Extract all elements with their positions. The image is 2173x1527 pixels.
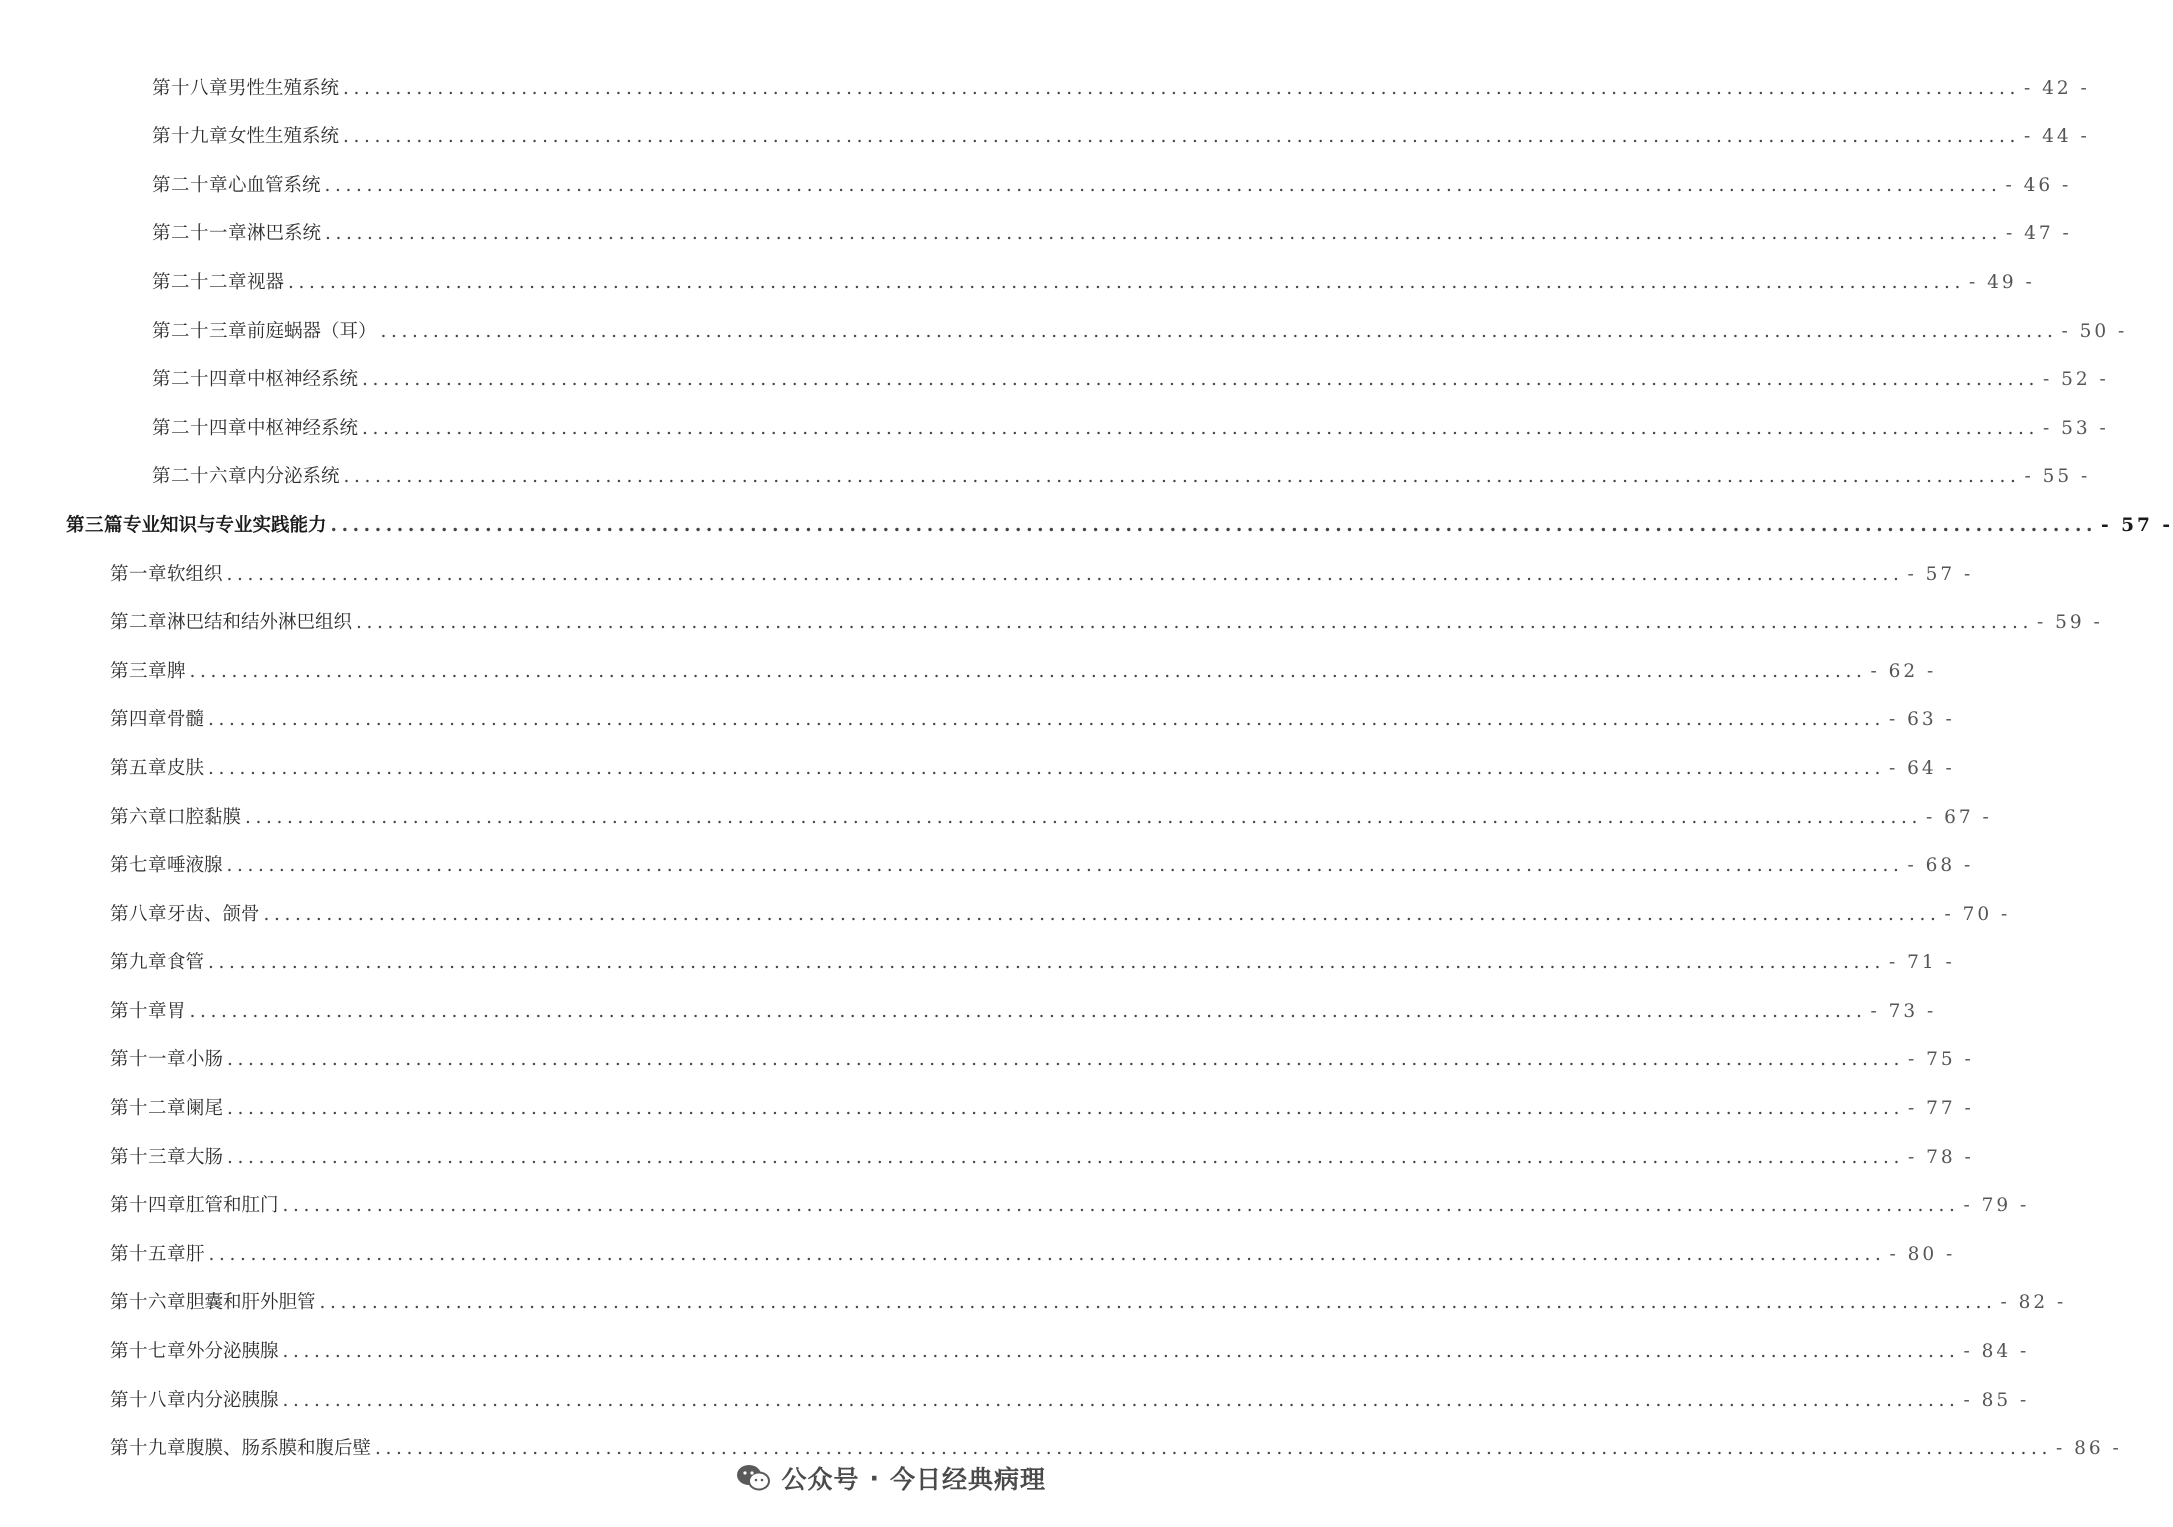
- toc-dot-leader: ................................................................................................................................................................: [375, 1438, 2052, 1460]
- toc-entry-number: 第十九章: [110, 1438, 187, 1460]
- toc-entry-number: 第四章: [110, 709, 168, 731]
- toc-dot-leader: ................................................................................................................................................................: [227, 1146, 1904, 1168]
- toc-entry[interactable]: [0, 1321, 2030, 1370]
- toc-dot-leader: ................................................................................................................................................................: [208, 1243, 1886, 1265]
- toc-dot-leader: ................................................................................................................................................................: [325, 223, 2002, 245]
- toc-dot-leader: ................................................................................................................................................................: [226, 855, 1904, 877]
- toc-entry[interactable]: [0, 641, 1937, 690]
- toc-entry[interactable]: [0, 301, 2128, 350]
- toc-entry-number: 第十七章: [110, 1341, 187, 1363]
- toc-entry[interactable]: [0, 252, 2035, 301]
- toc-entry-number: 第二章: [110, 612, 168, 634]
- toc-entry-title: 专业知识与专业实践能力: [123, 514, 327, 536]
- toc-page-number: - 44 -: [2023, 126, 2090, 148]
- toc-entry[interactable]: [0, 544, 1974, 593]
- toc-entry-title: 视器: [247, 271, 285, 293]
- toc-dot-leader: ................................................................................................................................................................: [319, 1292, 1997, 1314]
- toc-entry-number: 第十二章: [110, 1098, 187, 1120]
- toc-page-number: - 67 -: [1925, 806, 1992, 828]
- toc-page-number: - 85 -: [1963, 1389, 2030, 1411]
- toc-entry-number: 第十章: [110, 1000, 168, 1022]
- toc-dot-leader: ................................................................................................................................................................: [282, 1389, 1960, 1411]
- watermark-separator: ·: [869, 1463, 880, 1493]
- toc-entry[interactable]: [0, 204, 2072, 253]
- toc-entry-title: 内分泌系统: [247, 466, 340, 488]
- toc-dot-leader: ................................................................................................................................................................: [189, 660, 1867, 682]
- toc-dot-leader: ................................................................................................................................................................: [343, 77, 2020, 99]
- toc-entry-title: 皮肤: [167, 757, 205, 779]
- toc-entry-title: 淋巴结和结外淋巴组织: [167, 612, 353, 634]
- toc-dot-leader: ................................................................................................................................................................: [208, 757, 1885, 779]
- toc-entry-number: 第二十章: [152, 174, 229, 196]
- toc-page-number: - 77 -: [1907, 1098, 1974, 1120]
- toc-entry[interactable]: [0, 981, 1937, 1030]
- toc-dot-leader: ................................................................................................................................................................: [288, 271, 1965, 293]
- toc-part-entry[interactable]: [0, 495, 2173, 544]
- toc-page-number: - 84 -: [1963, 1341, 2030, 1363]
- toc-entry-title: 食管: [167, 952, 205, 974]
- toc-entry-number: 第十三章: [110, 1146, 187, 1168]
- watermark: [735, 1460, 1046, 1496]
- toc-entry[interactable]: [0, 836, 1974, 885]
- toc-dot-leader: ................................................................................................................................................................: [189, 1000, 1867, 1022]
- toc-entry-title: 骨髓: [167, 709, 205, 731]
- toc-entry-number: 第二十一章: [152, 223, 248, 245]
- toc-page-number: - 75 -: [1907, 1049, 1974, 1071]
- toc-dot-leader: ................................................................................................................................................................: [362, 417, 2039, 439]
- toc-entry-title: 男性生殖系统: [228, 77, 340, 99]
- toc-entry-number: 第二十六章: [152, 466, 248, 488]
- toc-page-number: - 57 -: [2101, 514, 2173, 536]
- toc-page-number: - 73 -: [1870, 1000, 1937, 1022]
- toc-entry-number: 第三篇: [66, 514, 124, 536]
- toc-entry-title: 肝: [186, 1243, 205, 1265]
- toc-entry[interactable]: [0, 884, 2011, 933]
- toc-entry-number: 第三章: [110, 660, 168, 682]
- toc-entry-title: 腹膜、肠系膜和腹后壁: [186, 1438, 372, 1460]
- toc-entry-number: 第九章: [110, 952, 168, 974]
- toc-entry[interactable]: [0, 107, 2090, 156]
- toc-entry-title: 中枢神经系统: [247, 417, 359, 439]
- toc-page-number: - 82 -: [2000, 1292, 2067, 1314]
- toc-page-number: - 50 -: [2061, 320, 2128, 342]
- toc-page-number: - 53 -: [2042, 417, 2109, 439]
- toc-entry[interactable]: [0, 350, 2109, 399]
- toc-page-number: - 52 -: [2042, 369, 2109, 391]
- toc-entry-number: 第十四章: [110, 1195, 187, 1217]
- toc-page-number: - 49 -: [1968, 271, 2035, 293]
- toc-entry-number: 第二十二章: [152, 271, 248, 293]
- toc-entry-number: 第十六章: [110, 1292, 187, 1314]
- toc-page-number: - 46 -: [2005, 174, 2072, 196]
- toc-page-number: - 47 -: [2005, 223, 2072, 245]
- toc-dot-leader: ................................................................................................................................................................: [208, 952, 1885, 974]
- toc-entry-title: 心血管系统: [228, 174, 321, 196]
- watermark-name: 今日经典病理: [889, 1465, 1046, 1494]
- toc-entry[interactable]: [0, 1273, 2067, 1322]
- toc-entry-number: 第二十四章: [152, 369, 248, 391]
- toc-page-number: - 70 -: [1944, 903, 2011, 925]
- toc-entry-title: 软组织: [167, 563, 223, 585]
- toc-page-number: - 71 -: [1888, 952, 1955, 974]
- toc-page-number: - 63 -: [1888, 709, 1955, 731]
- toc-entry-number: 第七章: [110, 855, 168, 877]
- toc-entry-title: 胆囊和肝外胆管: [186, 1292, 316, 1314]
- toc-entry[interactable]: [0, 787, 1992, 836]
- toc-entry[interactable]: [0, 155, 2072, 204]
- toc-entry[interactable]: [0, 933, 1955, 982]
- toc-entry-number: 第十五章: [110, 1243, 187, 1265]
- toc-dot-leader: ................................................................................................................................................................: [226, 563, 1904, 585]
- toc-entry-number: 第一章: [110, 563, 168, 585]
- toc-entry-title: 胃: [167, 1000, 186, 1022]
- toc-page-number: - 62 -: [1870, 660, 1937, 682]
- toc-page-number: - 55 -: [2024, 466, 2091, 488]
- toc-dot-leader: ................................................................................................................................................................: [343, 466, 2021, 488]
- toc-page-number: - 64 -: [1888, 757, 1955, 779]
- toc-dot-leader: ................................................................................................................................................................: [208, 709, 1885, 731]
- toc-entry-title: 阑尾: [186, 1098, 224, 1120]
- toc-page-number: - 78 -: [1907, 1146, 1974, 1168]
- toc-dot-leader: ................................................................................................................................................................: [227, 1098, 1904, 1120]
- watermark-label: 公众号: [781, 1465, 860, 1494]
- toc-dot-leader: ................................................................................................................................................................: [227, 1049, 1904, 1071]
- toc-entry[interactable]: [0, 1370, 2030, 1419]
- toc-page-number: - 42 -: [2023, 77, 2090, 99]
- toc-entry[interactable]: [0, 738, 1955, 787]
- toc-entry[interactable]: [0, 1224, 1956, 1273]
- toc-dot-leader: ................................................................................................................................................................: [263, 903, 1941, 925]
- toc-entry-number: 第八章: [110, 903, 168, 925]
- toc-entry[interactable]: [0, 1127, 1974, 1176]
- toc-entry-title: 脾: [167, 660, 186, 682]
- toc-dot-leader: ................................................................................................................................................................: [324, 174, 2002, 196]
- toc-entry[interactable]: [0, 447, 2091, 496]
- toc-entry-number: 第二十三章: [152, 320, 248, 342]
- toc-entry[interactable]: [0, 1078, 1974, 1127]
- toc-dot-leader: ................................................................................................................................................................: [380, 320, 2058, 342]
- toc-page-number: - 79 -: [1963, 1195, 2030, 1217]
- toc-dot-leader: ................................................................................................................................................................: [356, 612, 2033, 634]
- toc-entry[interactable]: [0, 690, 1955, 739]
- toc-page-number: - 86 -: [2055, 1438, 2122, 1460]
- toc-entry[interactable]: [0, 593, 2103, 642]
- toc-entry-title: 中枢神经系统: [247, 369, 359, 391]
- toc-entry-title: 肛管和肛门: [186, 1195, 279, 1217]
- toc-entry[interactable]: [0, 58, 2090, 107]
- toc-entry-title: 女性生殖系统: [228, 126, 340, 148]
- toc-dot-leader: ................................................................................................................................................................: [282, 1195, 1960, 1217]
- toc-entry-title: 牙齿、颌骨: [167, 903, 260, 925]
- toc-entry[interactable]: [0, 1176, 2030, 1225]
- toc-entry-number: 第十八章: [110, 1389, 187, 1411]
- toc-entry-title: 小肠: [186, 1049, 224, 1071]
- toc-entry-title: 淋巴系统: [247, 223, 322, 245]
- toc-entry-number: 第五章: [110, 757, 168, 779]
- toc-dot-leader: ................................................................................................................................................................: [282, 1341, 1960, 1363]
- toc-entry-title: 外分泌胰腺: [186, 1341, 279, 1363]
- toc-dot-leader: ................................................................................................................................................................: [362, 369, 2039, 391]
- toc-page-number: - 80 -: [1889, 1243, 1956, 1265]
- toc-entry-title: 唾液腺: [167, 855, 223, 877]
- toc-entry-title: 大肠: [186, 1146, 224, 1168]
- toc-entry-title: 内分泌胰腺: [186, 1389, 279, 1411]
- toc-entry[interactable]: [0, 1030, 1974, 1079]
- toc-entry-number: 第十一章: [110, 1049, 187, 1071]
- toc-page-number: - 68 -: [1907, 855, 1974, 877]
- toc-entry-number: 第十八章: [152, 77, 229, 99]
- toc-entry-title: 前庭蜗器（耳）: [247, 320, 377, 342]
- toc-dot-leader: ................................................................................................................................................................: [343, 126, 2020, 148]
- toc-entry-title: 口腔黏膜: [167, 806, 242, 828]
- toc-entry-number: 第十九章: [152, 126, 229, 148]
- toc-page-number: - 57 -: [1907, 563, 1974, 585]
- wechat-icon: [735, 1463, 771, 1493]
- toc-dot-leader: ................................................................................................................................................................: [245, 806, 1922, 828]
- toc-entry-number: 第六章: [110, 806, 168, 828]
- toc-dot-leader: ................................................................................................................................................................: [330, 514, 2098, 536]
- table-of-contents: [0, 58, 2173, 1467]
- toc-page-number: - 59 -: [2036, 612, 2103, 634]
- toc-entry[interactable]: [0, 398, 2109, 447]
- toc-entry-number: 第二十四章: [152, 417, 248, 439]
